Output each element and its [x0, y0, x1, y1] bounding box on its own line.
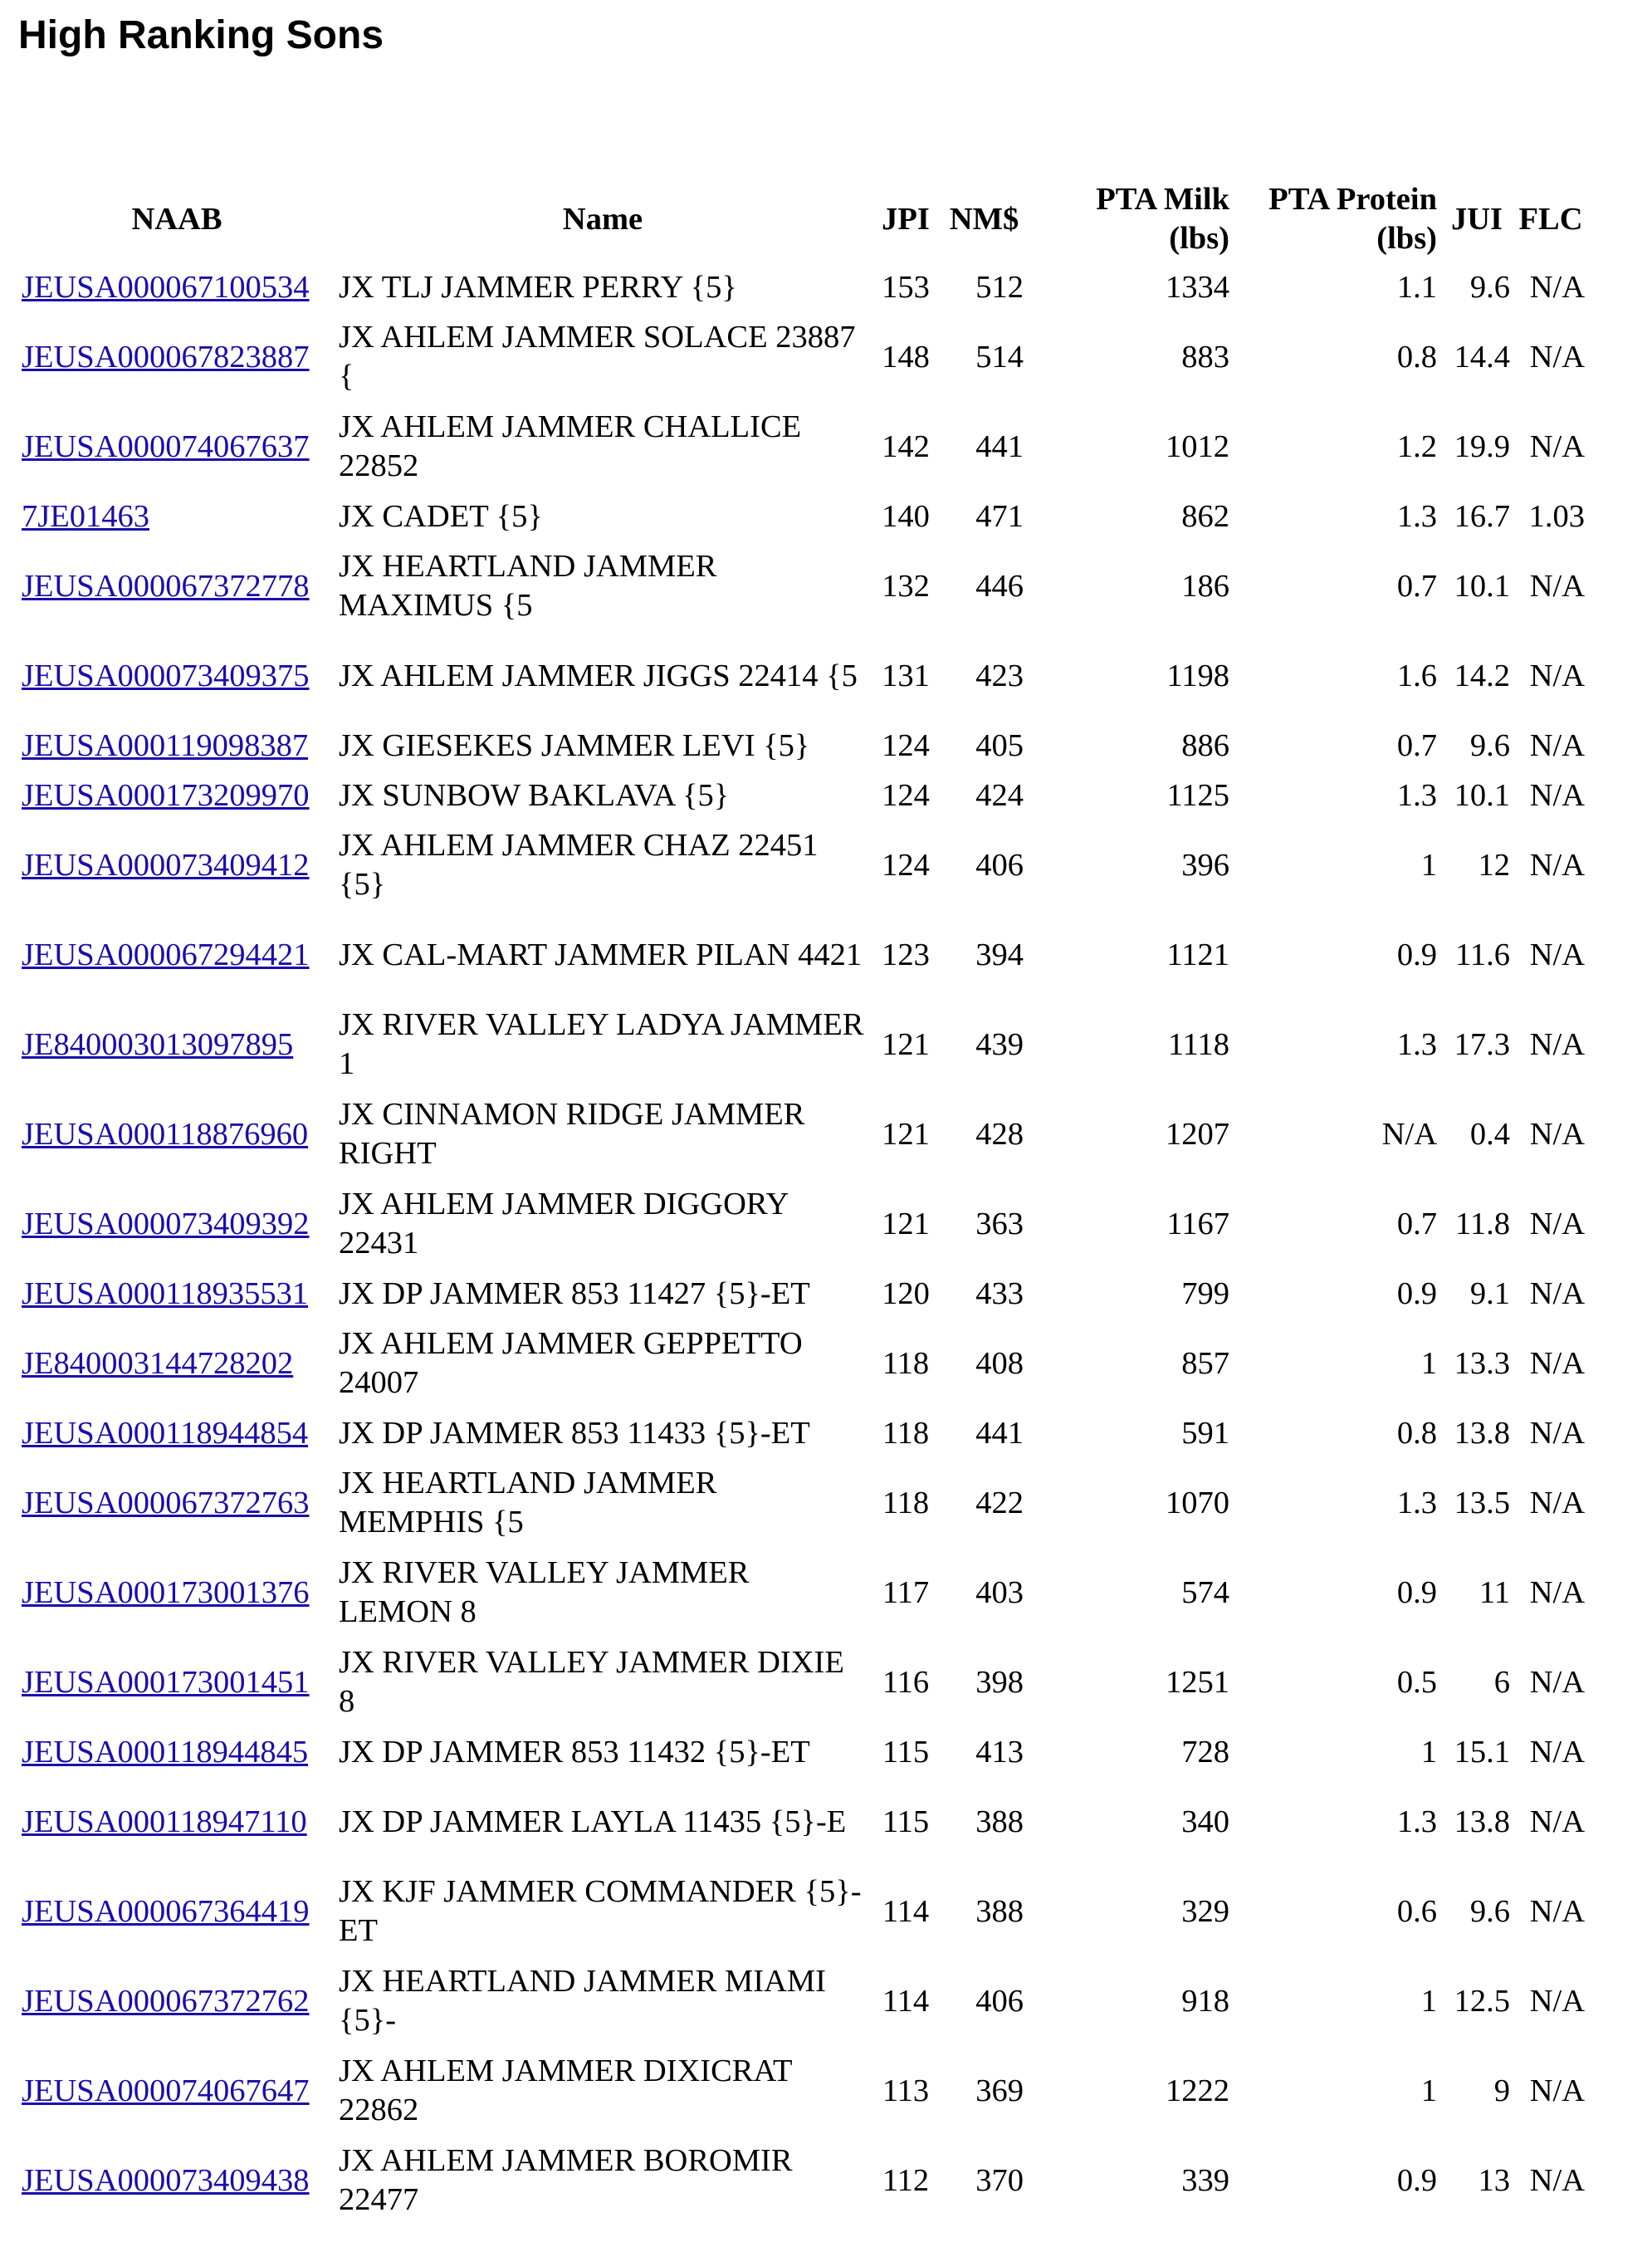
cell-pta-milk: 886	[1181, 727, 1229, 763]
cell-flc: N/A	[1529, 1804, 1585, 1839]
cell-flc: N/A	[1529, 568, 1585, 604]
cell-jpi: 118	[882, 1415, 930, 1451]
cell-naab	[18, 1956, 335, 2046]
cell-jpi: 140	[882, 498, 930, 534]
cell-naab	[18, 541, 335, 631]
cell-nm: 363	[975, 1206, 1024, 1241]
cell-nm: 406	[975, 1983, 1024, 2019]
cell-jui: 19.9	[1454, 428, 1510, 464]
cell-nm: 406	[975, 847, 1024, 883]
naab-link[interactable]: JEUSA000067294421	[22, 937, 310, 972]
cell-pta-protein: 0.8	[1396, 1415, 1437, 1451]
naab-link[interactable]: 7JE01463	[22, 498, 149, 534]
cell-pta-milk: 1198	[1166, 658, 1229, 693]
cell-jui: 12	[1478, 847, 1510, 883]
table-row	[18, 1956, 1588, 2046]
table-row	[18, 2046, 1588, 2136]
cell-name: JX AHLEM JAMMER CHALLICE 22852	[339, 409, 802, 483]
cell-pta-milk: 862	[1181, 498, 1229, 534]
cell-name: JX RIVER VALLEY JAMMER DIXIE 8	[339, 1645, 844, 1719]
naab-link[interactable]: JEUSA000118876960	[22, 1116, 309, 1152]
table-row	[18, 1089, 1588, 1179]
cell-pta-milk: 1012	[1166, 428, 1229, 464]
cell-name: JX AHLEM JAMMER GEPPETTO 24007	[339, 1326, 803, 1400]
cell-jpi: 148	[882, 339, 930, 374]
cell-jui: 9.6	[1469, 269, 1510, 305]
cell-pta-protein: 1	[1420, 2073, 1437, 2108]
cell-flc: N/A	[1529, 1485, 1585, 1520]
table-row	[18, 820, 1588, 910]
cell-pta-protein: 0.7	[1396, 568, 1437, 604]
cell-name: JX TLJ JAMMER PERRY {5}	[339, 269, 737, 305]
cell-pta-protein: 0.7	[1396, 727, 1437, 763]
cell-flc: N/A	[1529, 1345, 1585, 1381]
cell-pta-milk: 1121	[1166, 937, 1229, 972]
cell-pta-protein: 1.3	[1396, 1026, 1437, 1062]
cell-nm: 441	[975, 1415, 1024, 1451]
cell-pta-milk: 591	[1181, 1415, 1229, 1451]
cell-jpi: 112	[882, 2162, 930, 2198]
cell-nm: 439	[975, 1026, 1024, 1062]
cell-name: JX DP JAMMER LAYLA 11435 {5}-E	[339, 1804, 847, 1839]
naab-link[interactable]: JEUSA000067100534	[22, 269, 310, 305]
header-jpi: JPI	[882, 201, 930, 237]
table-row	[18, 1548, 1588, 1637]
naab-link[interactable]: JEUSA000173209970	[22, 777, 310, 813]
cell-flc: N/A	[1529, 339, 1585, 374]
cell-naab	[18, 2046, 335, 2136]
cell-name: JX DP JAMMER 853 11433 {5}-ET	[339, 1415, 810, 1451]
naab-link[interactable]: JEUSA000067372762	[22, 1983, 310, 2019]
cell-nm: 446	[975, 568, 1024, 604]
header-pta-milk-line2: (lbs)	[1169, 221, 1229, 256]
naab-link[interactable]: JEUSA000067364419	[22, 1893, 310, 1929]
table-row	[18, 1867, 1588, 1956]
cell-naab	[18, 1867, 335, 1956]
cell-jpi: 118	[882, 1345, 930, 1381]
cell-flc: N/A	[1529, 2162, 1585, 2198]
cell-jui: 15.1	[1454, 1734, 1510, 1770]
cell-nm: 441	[975, 428, 1024, 464]
cell-jpi: 123	[882, 937, 930, 972]
cell-jui: 13.8	[1454, 1415, 1510, 1451]
cell-nm: 403	[975, 1574, 1024, 1610]
naab-link[interactable]: JEUSA000074067647	[22, 2073, 310, 2108]
cell-jui: 17.3	[1454, 1026, 1510, 1062]
naab-link[interactable]: JEUSA000119098387	[22, 727, 309, 763]
header-naab: NAAB	[131, 201, 222, 237]
cell-pta-protein: 1.6	[1396, 658, 1437, 693]
cell-naab	[18, 1637, 335, 1727]
naab-link[interactable]: JEUSA000073409375	[22, 658, 310, 693]
cell-name: JX CINNAMON RIDGE JAMMER RIGHT	[339, 1097, 805, 1171]
cell-nm: 428	[975, 1116, 1024, 1152]
cell-naab	[18, 1319, 335, 1408]
cell-name: JX CADET {5}	[339, 498, 543, 534]
table-row	[18, 402, 1588, 492]
table-row	[18, 312, 1588, 402]
cell-pta-milk: 1334	[1166, 269, 1229, 305]
table-row	[18, 1269, 1588, 1319]
cell-flc: N/A	[1529, 2073, 1585, 2108]
naab-link[interactable]: JEUSA000118935531	[22, 1275, 309, 1311]
cell-flc: N/A	[1529, 1734, 1585, 1770]
cell-naab	[18, 1548, 335, 1637]
cell-nm: 423	[975, 658, 1024, 693]
cell-name: JX KJF JAMMER COMMANDER {5}-ET	[339, 1874, 862, 1948]
cell-jpi: 115	[882, 1734, 930, 1770]
cell-jui: 9.6	[1469, 727, 1510, 763]
header-jui: JUI	[1450, 201, 1503, 237]
table-row	[18, 1727, 1588, 1777]
cell-name: JX DP JAMMER 853 11432 {5}-ET	[339, 1734, 810, 1770]
cell-pta-protein: 0.9	[1396, 1275, 1437, 1311]
cell-name: JX AHLEM JAMMER BOROMIR 22477	[339, 2143, 793, 2217]
cell-jpi: 121	[882, 1116, 930, 1152]
naab-link[interactable]: JEUSA000173001451	[22, 1664, 310, 1700]
table-row	[18, 631, 1588, 721]
cell-naab	[18, 1777, 335, 1867]
cell-jui: 14.4	[1454, 339, 1510, 374]
cell-flc: 1.03	[1528, 498, 1585, 534]
cell-flc: N/A	[1529, 777, 1585, 813]
cell-flc: N/A	[1529, 1116, 1585, 1152]
table-row	[18, 1000, 1588, 1089]
cell-nm: 422	[975, 1485, 1024, 1520]
cell-jpi: 124	[882, 777, 930, 813]
cell-flc: N/A	[1529, 1415, 1585, 1451]
cell-pta-protein: 0.9	[1396, 1574, 1437, 1610]
cell-pta-protein: 1	[1420, 1734, 1437, 1770]
cell-naab	[18, 1458, 335, 1548]
cell-jpi: 142	[882, 428, 930, 464]
cell-jpi: 114	[882, 1983, 930, 2019]
cell-name: JX CAL-MART JAMMER PILAN 4421	[339, 937, 863, 972]
cell-jui: 11.8	[1455, 1206, 1510, 1241]
header-pta-protein	[1233, 176, 1440, 262]
header-pta-protein-line1: PTA Protein	[1268, 182, 1437, 217]
cell-nm: 394	[975, 937, 1024, 972]
cell-pta-protein: 0.7	[1396, 1206, 1437, 1241]
cell-pta-milk: 1118	[1167, 1026, 1229, 1062]
cell-jui: 9.1	[1469, 1275, 1510, 1311]
naab-link[interactable]: JEUSA000073409392	[22, 1206, 310, 1241]
table-row	[18, 1179, 1588, 1269]
cell-nm: 398	[975, 1664, 1024, 1700]
cell-jpi: 114	[882, 1893, 930, 1929]
sons-table	[18, 176, 1588, 2225]
cell-jpi: 121	[882, 1026, 930, 1062]
cell-pta-protein: 1	[1420, 1345, 1437, 1381]
cell-name: JX DP JAMMER 853 11427 {5}-ET	[339, 1275, 810, 1311]
cell-flc: N/A	[1529, 1893, 1585, 1929]
cell-jui: 11	[1478, 1574, 1510, 1610]
cell-jpi: 117	[882, 1574, 930, 1610]
cell-nm: 471	[975, 498, 1024, 534]
cell-naab	[18, 262, 335, 312]
cell-jpi: 131	[882, 658, 930, 693]
cell-flc: N/A	[1529, 847, 1585, 883]
cell-jui: 10.1	[1454, 568, 1510, 604]
cell-flc: N/A	[1529, 1574, 1585, 1610]
cell-jui: 13.3	[1454, 1345, 1510, 1381]
cell-flc: N/A	[1529, 269, 1585, 305]
cell-name: JX HEARTLAND JAMMER MEMPHIS {5	[339, 1466, 717, 1540]
cell-pta-milk: 1222	[1166, 2073, 1229, 2108]
cell-nm: 514	[975, 339, 1024, 374]
cell-pta-protein: 0.6	[1396, 1893, 1437, 1929]
cell-flc: N/A	[1529, 658, 1585, 693]
cell-pta-milk: 1251	[1166, 1664, 1229, 1700]
naab-link[interactable]: JEUSA000067372763	[22, 1485, 310, 1520]
cell-pta-milk: 339	[1181, 2162, 1229, 2198]
cell-nm: 424	[975, 777, 1024, 813]
table-row	[18, 910, 1588, 1000]
table-row	[18, 1319, 1588, 1408]
cell-pta-protein: 1.3	[1396, 498, 1437, 534]
naab-link[interactable]: JEUSA000067372778	[22, 568, 310, 604]
cell-jpi: 124	[882, 727, 930, 763]
cell-flc: N/A	[1529, 1664, 1585, 1700]
cell-name: JX AHLEM JAMMER SOLACE 23887 {	[339, 320, 856, 394]
cell-name: JX GIESEKES JAMMER LEVI {5}	[339, 727, 810, 763]
cell-nm: 388	[975, 1893, 1024, 1929]
cell-pta-protein: 1.2	[1396, 428, 1437, 464]
header-flc: FLC	[1518, 201, 1583, 237]
cell-naab	[18, 492, 335, 541]
cell-jpi: 118	[882, 1485, 930, 1520]
cell-jui: 10.1	[1454, 777, 1510, 813]
naab-link[interactable]: JEUSA000067823887	[22, 339, 310, 374]
cell-naab	[18, 721, 335, 771]
cell-jui: 16.7	[1454, 498, 1510, 534]
header-pta-milk	[1027, 176, 1233, 262]
cell-jui: 13.8	[1454, 1804, 1510, 1839]
cell-jui: 14.2	[1454, 658, 1510, 693]
cell-flc: N/A	[1529, 1026, 1585, 1062]
table-row	[18, 262, 1588, 312]
cell-jui: 13.5	[1454, 1485, 1510, 1520]
cell-pta-milk: 799	[1181, 1275, 1229, 1311]
cell-flc: N/A	[1529, 937, 1585, 972]
cell-naab	[18, 2136, 335, 2225]
cell-naab	[18, 1089, 335, 1179]
cell-pta-milk: 1070	[1166, 1485, 1229, 1520]
cell-flc: N/A	[1529, 1206, 1585, 1241]
cell-jpi: 121	[882, 1206, 930, 1241]
cell-jui: 6	[1493, 1664, 1510, 1700]
cell-pta-protein: 0.8	[1396, 339, 1437, 374]
table-row	[18, 1777, 1588, 1867]
cell-name: JX AHLEM JAMMER DIGGORY 22431	[339, 1187, 788, 1261]
cell-pta-milk: 883	[1181, 339, 1229, 374]
cell-pta-milk: 918	[1181, 1983, 1229, 2019]
cell-pta-milk: 728	[1181, 1734, 1229, 1770]
cell-name: JX AHLEM JAMMER JIGGS 22414 {5	[339, 658, 858, 693]
naab-link[interactable]: JEUSA000118944854	[22, 1415, 309, 1451]
header-name: Name	[562, 201, 643, 237]
table-body	[18, 262, 1588, 2225]
cell-flc: N/A	[1529, 1983, 1585, 2019]
cell-jpi: 132	[882, 568, 930, 604]
cell-pta-milk: 1167	[1166, 1206, 1229, 1241]
table-header-row	[18, 176, 1588, 262]
cell-jpi: 124	[882, 847, 930, 883]
table-row	[18, 1458, 1588, 1548]
table-row	[18, 1408, 1588, 1458]
cell-naab	[18, 402, 335, 492]
cell-naab	[18, 1179, 335, 1269]
cell-jui: 13	[1478, 2162, 1510, 2198]
cell-naab	[18, 312, 335, 402]
cell-pta-milk: 396	[1181, 847, 1229, 883]
cell-nm: 405	[975, 727, 1024, 763]
cell-name: JX SUNBOW BAKLAVA {5}	[339, 777, 730, 813]
cell-pta-milk: 186	[1181, 568, 1229, 604]
cell-pta-milk: 1207	[1166, 1116, 1229, 1152]
cell-pta-protein: 1.3	[1396, 777, 1437, 813]
cell-pta-protein: N/A	[1381, 1116, 1437, 1152]
cell-naab	[18, 1000, 335, 1089]
cell-pta-protein: 0.9	[1396, 2162, 1437, 2198]
cell-jpi: 115	[882, 1804, 930, 1839]
cell-pta-protein: 1.1	[1396, 269, 1437, 305]
cell-naab	[18, 1408, 335, 1458]
cell-nm: 388	[975, 1804, 1024, 1839]
cell-jui: 11.6	[1455, 937, 1510, 972]
cell-pta-milk: 857	[1181, 1345, 1229, 1381]
table-row	[18, 2136, 1588, 2225]
cell-flc: N/A	[1529, 1275, 1585, 1311]
cell-pta-protein: 1.3	[1396, 1485, 1437, 1520]
naab-link[interactable]: JEUSA000118947110	[22, 1804, 307, 1839]
cell-pta-milk: 329	[1181, 1893, 1229, 1929]
cell-naab	[18, 1727, 335, 1777]
table-row	[18, 541, 1588, 631]
cell-nm: 408	[975, 1345, 1024, 1381]
naab-link[interactable]: JE840003144728202	[22, 1345, 294, 1381]
cell-jui: 12.5	[1454, 1983, 1510, 2019]
naab-link[interactable]: JEUSA000073409412	[22, 847, 310, 883]
cell-jpi: 120	[882, 1275, 930, 1311]
cell-jpi: 153	[882, 269, 930, 305]
cell-naab	[18, 771, 335, 820]
naab-link[interactable]: JEUSA000118944845	[22, 1734, 309, 1770]
cell-nm: 413	[975, 1734, 1024, 1770]
header-pta-protein-line2: (lbs)	[1376, 221, 1437, 256]
cell-naab	[18, 1269, 335, 1319]
cell-pta-protein: 0.5	[1396, 1664, 1437, 1700]
cell-name: JX AHLEM JAMMER CHAZ 22451 {5}	[339, 828, 819, 902]
naab-link[interactable]: JE840003013097895	[22, 1026, 294, 1062]
page-title: High Ranking Sons	[18, 13, 384, 57]
table-row	[18, 721, 1588, 771]
cell-naab	[18, 910, 335, 1000]
cell-flc: N/A	[1529, 727, 1585, 763]
cell-jui: 0.4	[1469, 1116, 1510, 1152]
cell-jui: 9	[1493, 2073, 1510, 2108]
cell-name: JX HEARTLAND JAMMER MIAMI {5}-	[339, 1964, 826, 2038]
cell-jpi: 113	[882, 2073, 930, 2108]
cell-pta-milk: 1125	[1166, 777, 1229, 813]
header-pta-milk-line1: PTA Milk	[1096, 182, 1229, 217]
cell-flc: N/A	[1529, 428, 1585, 464]
cell-name: JX HEARTLAND JAMMER MAXIMUS {5	[339, 549, 717, 623]
table-row	[18, 1637, 1588, 1727]
cell-pta-protein: 1	[1420, 1983, 1437, 2019]
naab-link[interactable]: JEUSA000073409438	[22, 2162, 310, 2198]
cell-nm: 369	[975, 2073, 1024, 2108]
header-nm: NM$	[949, 201, 1019, 237]
naab-link[interactable]: JEUSA000173001376	[22, 1574, 310, 1610]
cell-nm: 433	[975, 1275, 1024, 1311]
cell-name: JX AHLEM JAMMER DIXICRAT 22862	[339, 2054, 792, 2127]
cell-pta-protein: 1	[1420, 847, 1437, 883]
cell-nm: 370	[975, 2162, 1024, 2198]
table-row	[18, 771, 1588, 820]
naab-link[interactable]: JEUSA000074067637	[22, 428, 310, 464]
cell-pta-milk: 340	[1181, 1804, 1229, 1839]
cell-pta-protein: 0.9	[1396, 937, 1437, 972]
cell-name: JX RIVER VALLEY LADYA JAMMER 1	[339, 1007, 864, 1081]
cell-naab	[18, 631, 335, 721]
cell-pta-milk: 574	[1181, 1574, 1229, 1610]
table-row	[18, 492, 1588, 541]
cell-pta-protein: 1.3	[1396, 1804, 1437, 1839]
cell-jpi: 116	[882, 1664, 930, 1700]
cell-jui: 9.6	[1469, 1893, 1510, 1929]
cell-naab	[18, 820, 335, 910]
cell-nm: 512	[975, 269, 1024, 305]
cell-name: JX RIVER VALLEY JAMMER LEMON 8	[339, 1555, 750, 1629]
